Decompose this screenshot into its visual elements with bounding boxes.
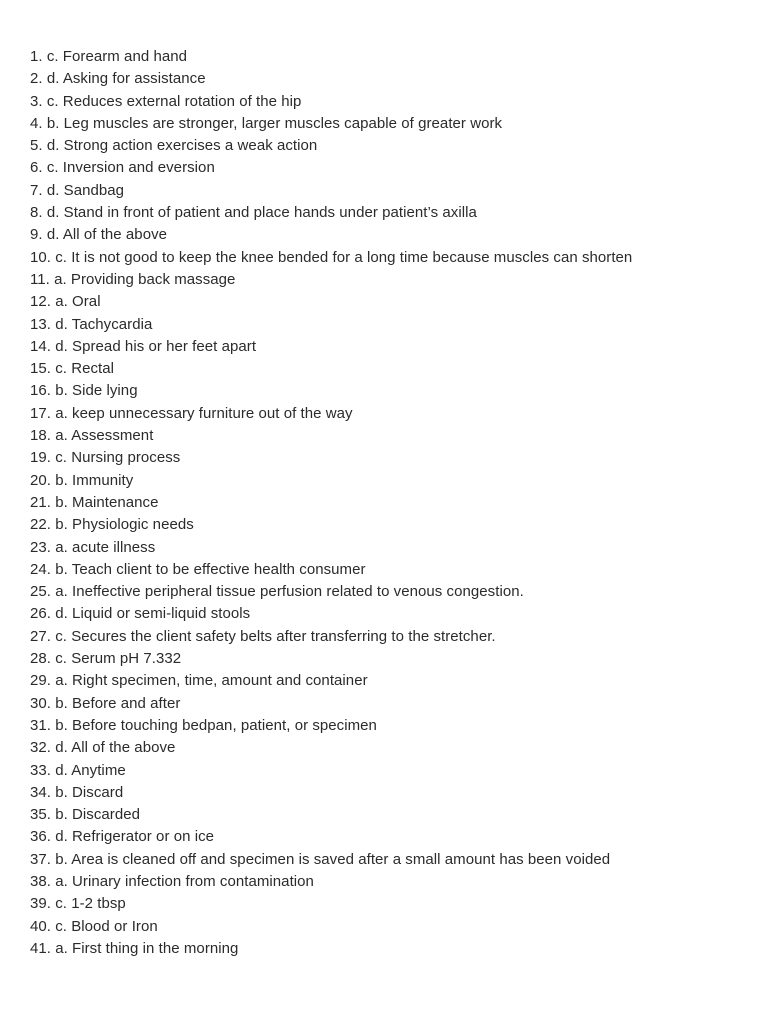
answer-item: 9. d. All of the above [30, 226, 168, 244]
answer-item: 18. a. Assessment [30, 427, 154, 445]
answer-item: 27. c. Secures the client safety belts after transferring to the stretcher. [30, 627, 496, 645]
answer-item: 31. b. Before touching bedpan, patient, or specimen [30, 716, 377, 734]
answer-item: 30. b. Before and after [30, 694, 181, 712]
answer-item: 36. d. Refrigerator or on ice [30, 828, 215, 846]
answer-item: 19. c. Nursing process [30, 449, 181, 467]
answer-item: 37. b. Area is cleaned off and specimen is saved after a small amount has been voided [30, 850, 611, 868]
answer-item: 8. d. Stand in front of patient and place hands under patient’s axilla [30, 204, 477, 222]
answer-item: 3. c. Reduces external rotation of the hip [30, 92, 302, 110]
answer-item: 12. a. Oral [30, 293, 101, 311]
answer-item: 29. a. Right specimen, time, amount and container [30, 672, 368, 690]
answer-item: 38. a. Urinary infection from contamination [30, 872, 314, 890]
answer-item: 7. d. Sandbag [30, 181, 125, 199]
answer-item: 33. d. Anytime [30, 761, 126, 779]
answer-item: 2. d. Asking for assistance [30, 70, 206, 88]
answer-item: 14. d. Spread his or her feet apart [30, 337, 257, 355]
answer-item: 15. c. Rectal [30, 360, 115, 378]
answer-item: 20. b. Immunity [30, 471, 134, 489]
answer-item: 40. c. Blood or Iron [30, 917, 158, 935]
answer-item: 22. b. Physiologic needs [30, 516, 194, 534]
answer-item: 4. b. Leg muscles are stronger, larger muscles capable of greater work [30, 114, 503, 132]
answer-item: 1. c. Forearm and hand [30, 48, 188, 65]
answer-item: 23. a. acute illness [30, 538, 156, 556]
answer-item: 39. c. 1-2 tbsp [30, 895, 126, 913]
answer-item: 34. b. Discard [30, 783, 124, 801]
answer-item: 41. a. First thing in the morning [30, 939, 239, 957]
answer-item: 16. b. Side lying [30, 382, 138, 400]
answer-item: 11. a. Providing back massage [30, 270, 236, 288]
answer-list [30, 46, 768, 960]
answer-item: 21. b. Maintenance [30, 493, 159, 511]
answer-item: 35. b. Discarded [30, 806, 141, 824]
answer-item: 13. d. Tachycardia [30, 315, 153, 333]
answer-item: 26. d. Liquid or semi-liquid stools [30, 605, 251, 623]
answer-item: 10. c. It is not good to keep the knee bended for a long time because muscles can shorten [30, 248, 633, 266]
answer-item: 6. c. Inversion and eversion [30, 159, 215, 177]
answer-item: 17. a. keep unnecessary furniture out of the way [30, 404, 353, 422]
answer-item: 32. d. All of the above [30, 739, 176, 757]
answer-item: 24. b. Teach client to be effective health consumer [30, 560, 366, 578]
answer-item: 28. c. Serum pH 7.332 [30, 650, 182, 668]
answer-item: 5. d. Strong action exercises a weak action [30, 137, 318, 155]
answer-item: 25. a. Ineffective peripheral tissue perfusion related to venous congestion. [30, 583, 524, 601]
